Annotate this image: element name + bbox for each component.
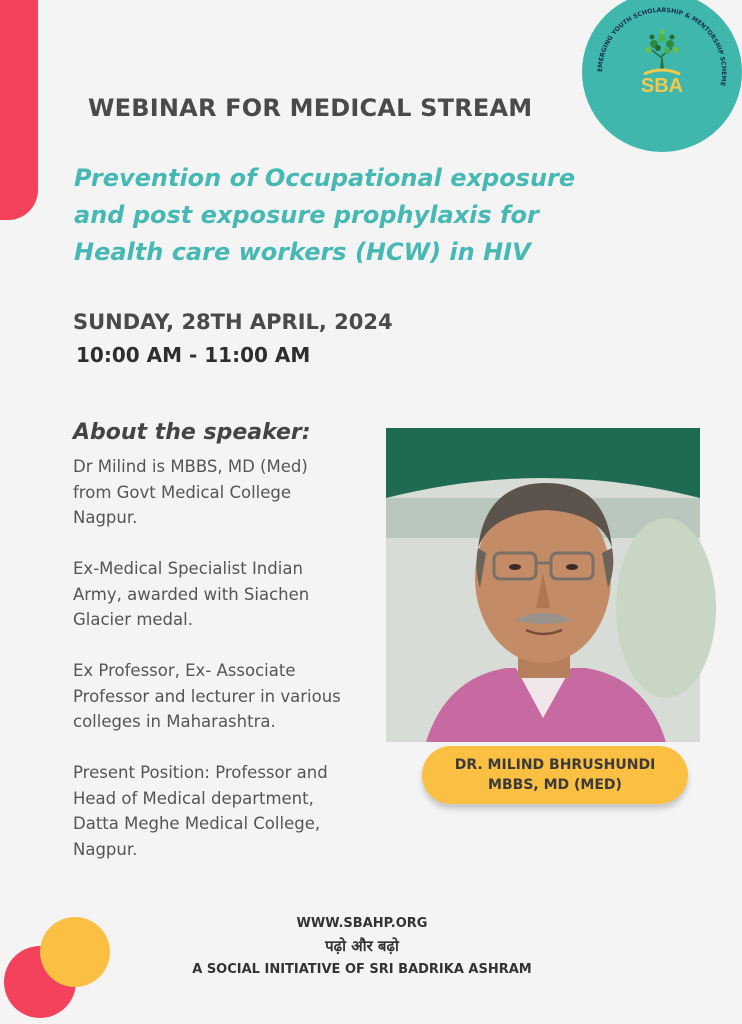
initiative-text: A SOCIAL INITIATIVE OF SRI BADRIKA ASHRAM: [192, 962, 532, 977]
speaker-credentials: MBBS, MD (MED): [488, 777, 622, 793]
logo-abbrev: SBA: [640, 75, 684, 97]
decorative-red-bar: [0, 0, 38, 220]
decorative-yellow-circle: [40, 917, 110, 987]
sba-logo: [582, 0, 742, 152]
hindi-tagline: पढ़ो और बढ़ो: [325, 937, 399, 955]
speaker-name: DR. MILIND BHRUSHUNDI: [454, 757, 656, 773]
topic-line: and post exposure prophylaxis for: [74, 201, 539, 229]
bio-paragraph: Ex-Medical Specialist Indian Army, awarded with Siachen Glacier medal.: [73, 559, 310, 629]
speaker-photo: [386, 428, 700, 742]
website-link[interactable]: WWW.SBAHP.ORG: [296, 916, 428, 931]
logo-ring-text: EMERGING YOUTH SCHOLARSHIP & MENTORSHIP SCHEME: [596, 6, 728, 87]
webinar-time: 10:00 AM - 11:00 AM: [76, 343, 311, 367]
speaker-name-badge: [422, 746, 688, 804]
topic-line: Health care workers (HCW) in HIV: [74, 238, 531, 266]
speaker-portrait-icon: [386, 428, 700, 742]
webinar-topic: [74, 160, 594, 271]
footer: [180, 912, 544, 981]
bio-paragraph: Ex Professor, Ex- Associate Professor and lecturer in various colleges in Maharashtra.: [73, 661, 341, 731]
speaker-bio: [73, 454, 343, 888]
webinar-date: SUNDAY, 28TH APRIL, 2024: [73, 310, 393, 334]
tree-icon: [582, 0, 742, 152]
about-speaker-heading: About the speaker:: [73, 420, 311, 445]
topic-line: Prevention of Occupational exposure: [74, 164, 576, 192]
bio-paragraph: Dr Milind is MBBS, MD (Med) from Govt Medical College Nagpur.: [73, 457, 308, 527]
bio-paragraph: Present Position: Professor and Head of Medical department, Datta Meghe Medical College, Nagpur.: [73, 763, 328, 859]
webinar-heading: WEBINAR FOR MEDICAL STREAM: [88, 94, 533, 122]
